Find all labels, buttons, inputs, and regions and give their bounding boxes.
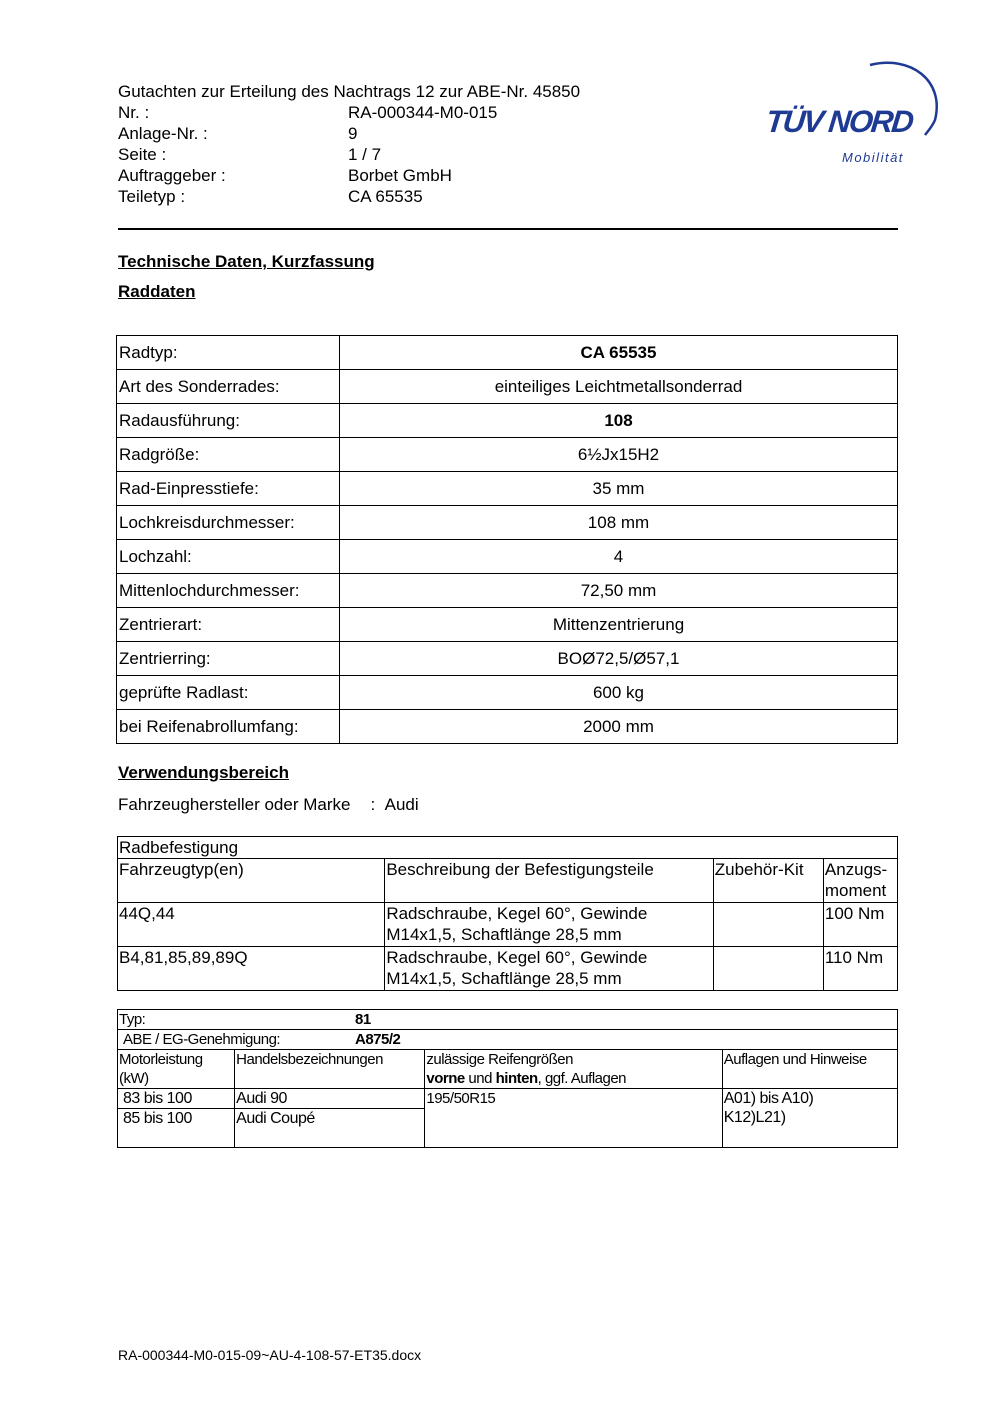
header-handelsbezeichnungen: Handelsbezeichnungen (235, 1050, 425, 1089)
raddaten-table (116, 335, 898, 744)
raddaten-value: 4 (340, 540, 898, 574)
handel-row-2: Audi Coupé (235, 1109, 425, 1148)
header-beschreibung: Beschreibung der Befestigungsteile (385, 859, 713, 903)
reifen-header-line1: zulässige Reifengrößen (426, 1051, 573, 1068)
raddaten-row (117, 540, 898, 574)
radbefestigung-table (117, 836, 898, 991)
raddaten-row (117, 438, 898, 472)
raddaten-value: 600 kg (340, 676, 898, 710)
raddaten-value: Mittenzentrierung (340, 608, 898, 642)
hersteller-sep: : (370, 795, 376, 814)
header-label: Nr. : (118, 103, 150, 122)
header-reifengroessen (425, 1050, 722, 1089)
typ-row (118, 1010, 898, 1030)
reifen-vorne: vorne (426, 1070, 465, 1087)
raddaten-label: Radtyp: (117, 336, 340, 370)
section-technische-daten: Technische Daten, Kurzfassung (118, 252, 375, 271)
raddaten-row (117, 370, 898, 404)
header-motorleistung: Motorleistung (kW) (118, 1050, 235, 1089)
raddaten-label: Art des Sonderrades: (117, 370, 340, 404)
befestigung-desc: Radschraube, Kegel 60°, Gewinde M14x1,5, Schaftlänge 28,5 mm (385, 903, 713, 947)
abe-row (118, 1030, 898, 1050)
hersteller-value: Audi (384, 795, 419, 814)
raddaten-label: Lochzahl: (117, 540, 340, 574)
header-label: Teiletyp : (118, 187, 186, 206)
section-verwendungsbereich: Verwendungsbereich (118, 763, 289, 782)
befestigung-kit (713, 947, 823, 991)
raddaten-value: 108 (340, 404, 898, 438)
header-value: CA 65535 (348, 187, 423, 206)
raddaten-label: geprüfte Radlast: (117, 676, 340, 710)
abe-label: ABE / EG-Genehmigung: (123, 1031, 281, 1048)
header-value: 9 (348, 124, 358, 143)
raddaten-label: bei Reifenabrollumfang: (117, 710, 340, 744)
raddaten-label: Zentrierring: (117, 642, 340, 676)
raddaten-label: Radausführung: (117, 404, 340, 438)
header-fahrzeugtyp: Fahrzeugtyp(en) (118, 859, 385, 903)
section-raddaten: Raddaten (118, 282, 196, 301)
header-label: Auftraggeber : (118, 166, 226, 185)
reifen-hinten: hinten (495, 1070, 538, 1087)
logo-subtitle: Mobilität (842, 150, 904, 165)
raddaten-row (117, 710, 898, 744)
raddaten-value: 108 mm (340, 506, 898, 540)
raddaten-row (117, 574, 898, 608)
befestigung-row (118, 903, 898, 947)
header-value: Borbet GmbH (348, 166, 452, 185)
fahrzeughersteller (118, 795, 419, 815)
befestigung-typ: 44Q,44 (118, 903, 385, 947)
document-title: Gutachten zur Erteilung des Nachtrags 12 zur ABE-Nr. 45850 (118, 82, 581, 101)
motor-row-1: 83 bis 100 (118, 1089, 235, 1109)
auflagen-line2: K12)L21) (723, 1109, 786, 1126)
befestigung-moment: 100 Nm (823, 903, 897, 947)
auflagen-line1: A01) bis A10) (723, 1090, 814, 1107)
abe-value: A875/2 (355, 1031, 401, 1048)
footer-filename: RA-000344-M0-015-09~AU-4-108-57-ET35.docx (118, 1347, 422, 1363)
header-anzugsmoment: Anzugs-moment (823, 859, 897, 903)
reifen-und: und (464, 1070, 496, 1087)
raddaten-value: einteiliges Leichtmetallsonderrad (340, 370, 898, 404)
raddaten-label: Lochkreisdurchmesser: (117, 506, 340, 540)
raddaten-label: Rad-Einpresstiefe: (117, 472, 340, 506)
raddaten-row (117, 336, 898, 370)
raddaten-label: Radgröße: (117, 438, 340, 472)
handel-row-1: Audi 90 (235, 1089, 425, 1109)
raddaten-label: Zentrierart: (117, 608, 340, 642)
header-value: 1 / 7 (348, 145, 382, 164)
typ-table (117, 1009, 898, 1148)
befestigung-moment: 110 Nm (823, 947, 897, 991)
raddaten-value: 35 mm (340, 472, 898, 506)
befestigung-row (118, 947, 898, 991)
tuv-nord-logo: TÜV NORD (764, 104, 914, 139)
raddaten-row (117, 506, 898, 540)
befestigung-kit (713, 903, 823, 947)
reifen-rest: , ggf. Auflagen (537, 1070, 627, 1087)
raddaten-value: BOØ72,5/Ø57,1 (340, 642, 898, 676)
raddaten-value: CA 65535 (340, 336, 898, 370)
header-divider (118, 228, 898, 230)
raddaten-row (117, 608, 898, 642)
raddaten-row (117, 472, 898, 506)
raddaten-label: Mittenlochdurchmesser: (117, 574, 340, 608)
reifen-value: 195/50R15 (425, 1089, 722, 1148)
raddaten-row (117, 404, 898, 438)
auflagen-value (722, 1089, 897, 1148)
raddaten-value: 6½Jx15H2 (340, 438, 898, 472)
header-label: Anlage-Nr. : (118, 124, 208, 143)
typ-label: Typ: (119, 1011, 146, 1028)
raddaten-value: 2000 mm (340, 710, 898, 744)
raddaten-row (117, 676, 898, 710)
hersteller-label: Fahrzeughersteller oder Marke (118, 795, 351, 814)
raddaten-value: 72,50 mm (340, 574, 898, 608)
befestigung-typ: B4,81,85,89,89Q (118, 947, 385, 991)
header-zubehoer-kit: Zubehör-Kit (713, 859, 823, 903)
header-auflagen: Auflagen und Hinweise (722, 1050, 897, 1089)
raddaten-row (117, 642, 898, 676)
motor-row-2: 85 bis 100 (118, 1109, 235, 1148)
header-label: Seite : (118, 145, 167, 164)
header-value: RA-000344-M0-015 (348, 103, 498, 122)
befestigung-desc: Radschraube, Kegel 60°, Gewinde M14x1,5, Schaftlänge 28,5 mm (385, 947, 713, 991)
typ-value: 81 (355, 1011, 371, 1028)
radbefestigung-title: Radbefestigung (118, 837, 898, 859)
